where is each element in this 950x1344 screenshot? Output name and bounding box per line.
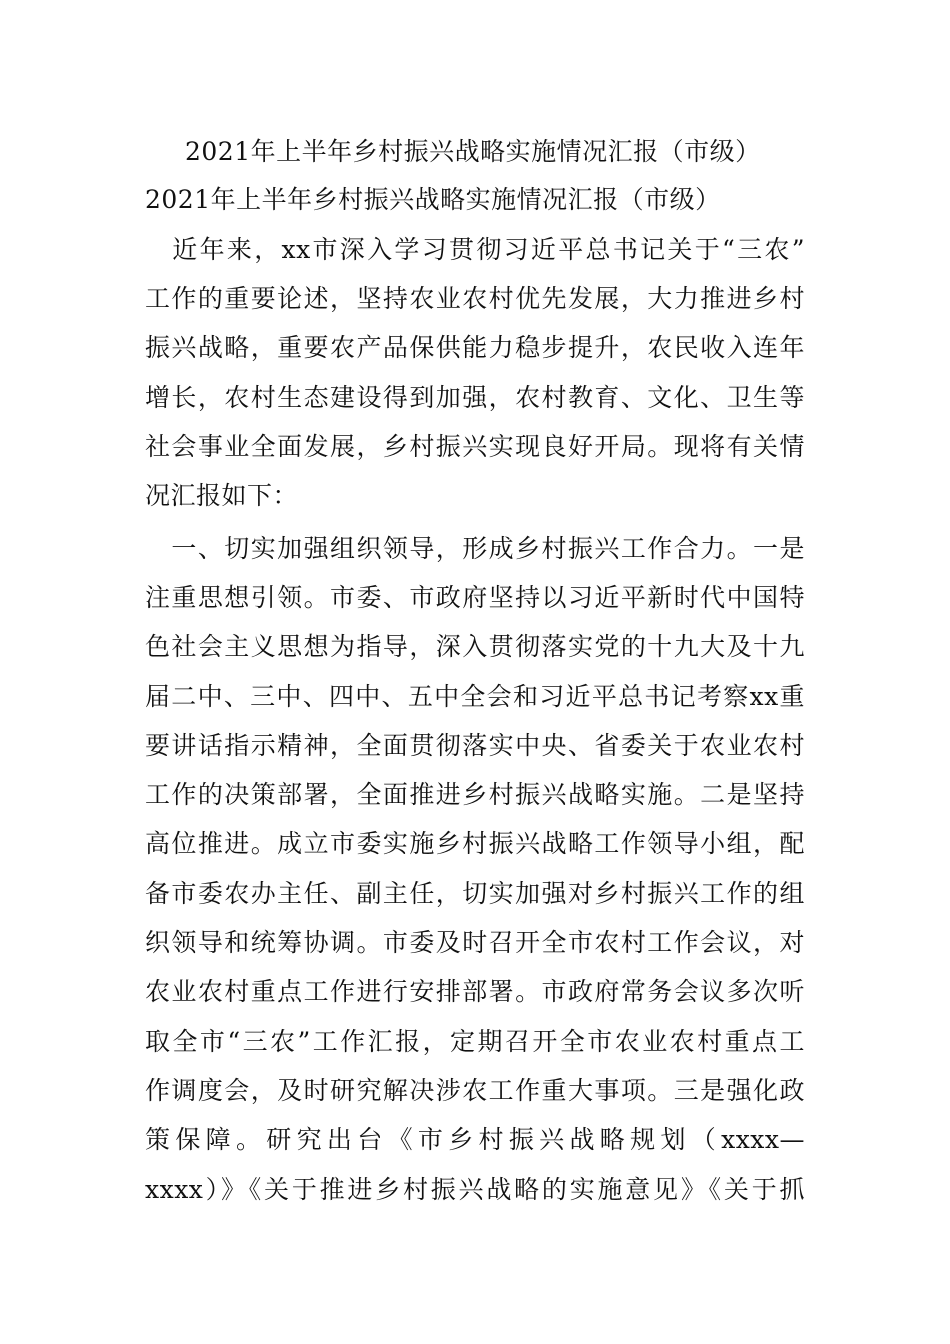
- paragraph-line: 工作的决策部署，全面推进乡村振兴战略实施。二是坚持: [145, 780, 805, 809]
- document-title-line-2: 2021年上半年乡村振兴战略实施情况汇报（市级）: [145, 185, 721, 214]
- paragraph-line: 取全市“三农”工作汇报，定期召开全市农业农村重点工: [145, 1027, 805, 1056]
- paragraph-line: 况汇报如下：: [145, 481, 299, 510]
- paragraph-line: 注重思想引领。市委、市政府坚持以习近平新时代中国特: [145, 583, 805, 612]
- document-title-line-1: 2021年上半年乡村振兴战略实施情况汇报（市级）: [185, 137, 761, 166]
- paragraph-line: 近年来，xx市深入学习贯彻习近平总书记关于“三农”: [145, 235, 805, 264]
- paragraph-line: 策保障。研究出台《市乡村振兴战略规划（xxxx—: [145, 1125, 805, 1154]
- paragraph-line: 织领导和统筹协调。市委及时召开全市农村工作会议，对: [145, 928, 805, 957]
- paragraph-line: 农业农村重点工作进行安排部署。市政府常务会议多次听: [145, 977, 805, 1006]
- paragraph-line: 一、切实加强组织领导，形成乡村振兴工作合力。一是: [145, 534, 805, 563]
- paragraph-line: xxxx）》《关于推进乡村振兴战略的实施意见》《关于抓: [145, 1175, 805, 1204]
- paragraph-line: 振兴战略，重要农产品保供能力稳步提升，农民收入连年: [145, 333, 805, 362]
- paragraph-line: 要讲话指示精神，全面贯彻落实中央、省委关于农业农村: [145, 731, 805, 760]
- paragraph-line: 届二中、三中、四中、五中全会和习近平总书记考察xx重: [145, 682, 805, 711]
- paragraph-line: 色社会主义思想为指导，深入贯彻落实党的十九大及十九: [145, 632, 805, 661]
- paragraph-line: 高位推进。成立市委实施乡村振兴战略工作领导小组，配: [145, 829, 805, 858]
- paragraph-line: 工作的重要论述，坚持农业农村优先发展，大力推进乡村: [145, 284, 805, 313]
- paragraph-line: 作调度会，及时研究解决涉农工作重大事项。三是强化政: [145, 1076, 805, 1105]
- paragraph-line: 备市委农办主任、副主任，切实加强对乡村振兴工作的组: [145, 879, 805, 908]
- paragraph-line: 增长，农村生态建设得到加强，农村教育、文化、卫生等: [145, 383, 805, 412]
- paragraph-line: 社会事业全面发展，乡村振兴实现良好开局。现将有关情: [145, 432, 805, 461]
